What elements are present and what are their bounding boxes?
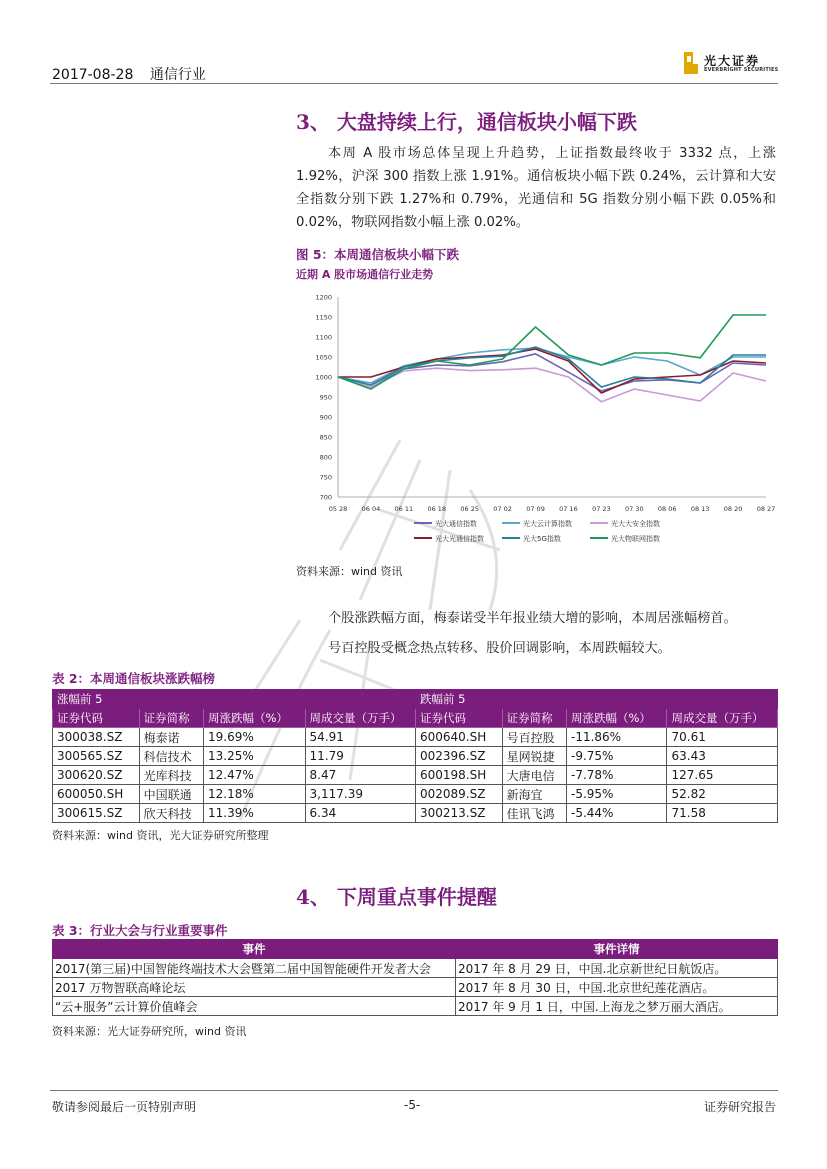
- table-cell: 127.65: [667, 766, 778, 785]
- footer-report-type: 证券研究报告: [704, 1100, 777, 1114]
- table-cell: 12.47%: [204, 766, 306, 785]
- table-cell: -5.44%: [566, 804, 667, 823]
- event-name: 2017(第三届)中国智能终端技术大会暨第二届中国智能硬件开发者大会: [53, 959, 456, 978]
- stock-note-1: 个股涨跌幅方面，梅泰诺受半年报业绩大增的影响，本周居涨幅榜首。: [328, 611, 737, 626]
- x-tick-label: 06 18: [427, 505, 447, 513]
- table-cell: 300565.SZ: [53, 747, 140, 766]
- figure-5-source: 资料来源：wind 资讯: [296, 565, 403, 578]
- table-cell: -5.95%: [566, 785, 667, 804]
- table-cell: 大唐电信: [502, 766, 566, 785]
- table-cell: 300213.SZ: [415, 804, 502, 823]
- y-tick-label: 850: [319, 433, 332, 442]
- col-header: 周成交量（万手）: [667, 709, 778, 728]
- x-tick-label: 07 23: [592, 505, 611, 513]
- table-cell: 54.91: [305, 728, 415, 747]
- x-tick-label: 08 13: [690, 505, 710, 513]
- event-name: 2017 万物智联高峰论坛: [53, 978, 456, 997]
- col-header-detail: 事件详情: [456, 940, 778, 959]
- x-tick-label: 08 20: [723, 505, 743, 513]
- col-header: 周涨跌幅（%）: [566, 709, 667, 728]
- table-cell: 8.47: [305, 766, 415, 785]
- col-header: 证券简称: [139, 709, 203, 728]
- gainers-losers-table: [52, 689, 778, 823]
- col-header: 周成交量（万手）: [305, 709, 415, 728]
- y-tick-label: 1100: [315, 333, 332, 342]
- table-row: [53, 997, 778, 1016]
- footer-disclaimer: 敬请参阅最后一页特别声明: [52, 1100, 197, 1114]
- table-cell: 中国联通: [139, 785, 203, 804]
- table-cell: 71.58: [667, 804, 778, 823]
- table-cell: 600640.SH: [415, 728, 502, 747]
- table-cell: 63.43: [667, 747, 778, 766]
- legend-label: 光大通信指数: [435, 520, 477, 528]
- y-tick-label: 1150: [315, 313, 332, 322]
- table-2-source: 资料来源：wind 资讯，光大证券研究所整理: [52, 829, 269, 842]
- header-info: [52, 64, 218, 84]
- table-cell: 300038.SZ: [53, 728, 140, 747]
- y-tick-label: 750: [319, 473, 332, 482]
- legend-label: 光大光通信指数: [435, 535, 484, 543]
- x-tick-label: 07 09: [526, 505, 545, 513]
- table-3-title: 表 3：行业大会与行业重要事件: [52, 923, 228, 938]
- group-gainers: 涨幅前 5: [53, 690, 416, 709]
- x-tick-label: 07 16: [559, 505, 578, 513]
- table-cell: 6.34: [305, 804, 415, 823]
- x-tick-label: 07 02: [493, 505, 512, 513]
- y-tick-label: 1200: [315, 293, 332, 302]
- table-cell: 002396.SZ: [415, 747, 502, 766]
- legend-label: 光大云计算指数: [523, 520, 572, 528]
- logo-cn-text: 光大证券: [704, 54, 761, 68]
- table-cell: 002089.SZ: [415, 785, 502, 804]
- x-tick-label: 08 06: [657, 505, 677, 513]
- table-cell: 光库科技: [139, 766, 203, 785]
- y-tick-label: 900: [319, 413, 332, 422]
- legend-label: 光大5G指数: [523, 535, 561, 543]
- table-cell: 11.79: [305, 747, 415, 766]
- page-number: -5-: [404, 1098, 421, 1112]
- table-row: [53, 959, 778, 978]
- x-tick-label: 06 11: [394, 505, 414, 513]
- table-2-title: 表 2：本周通信板块涨跌幅榜: [52, 671, 216, 686]
- table-row: [53, 804, 778, 823]
- table-row: [53, 978, 778, 997]
- table-cell: 佳讯飞鸿: [502, 804, 566, 823]
- table-3-source: 资料来源：光大证券研究所，wind 资讯: [52, 1025, 247, 1038]
- logo-en-text: EVERBRIGHT SECURITIES: [704, 67, 779, 73]
- y-tick-label: 700: [319, 493, 332, 502]
- table-cell: -9.75%: [566, 747, 667, 766]
- header-divider: [50, 83, 778, 84]
- section-3-title: 3、 大盘持续上行，通信板块小幅下跌: [296, 110, 637, 134]
- legend-label: 光大大安全指数: [611, 520, 660, 528]
- legend-label: 光大物联网指数: [611, 535, 660, 543]
- table-cell: 70.61: [667, 728, 778, 747]
- series-line: [338, 347, 766, 387]
- logo-icon: [684, 52, 698, 74]
- event-detail: 2017 年 8 月 29 日，中国.北京新世纪日航饭店。: [456, 959, 778, 978]
- col-header: 证券代码: [53, 709, 140, 728]
- table-cell: 梅泰诺: [139, 728, 203, 747]
- col-header-event: 事件: [53, 940, 456, 959]
- table-cell: 3,117.39: [305, 785, 415, 804]
- table-cell: 新海宜: [502, 785, 566, 804]
- table-cell: 300620.SZ: [53, 766, 140, 785]
- x-tick-label: 06 04: [361, 505, 381, 513]
- x-tick-label: 07 30: [625, 505, 644, 513]
- table-cell: 52.82: [667, 785, 778, 804]
- table-cell: 星网锐捷: [502, 747, 566, 766]
- group-losers: 跌幅前 5: [415, 690, 777, 709]
- table-cell: 欣天科技: [139, 804, 203, 823]
- footer-divider: [50, 1090, 778, 1091]
- figure-5-title: 图 5：本周通信板块小幅下跌: [296, 247, 460, 262]
- col-header: 周涨跌幅（%）: [204, 709, 306, 728]
- col-header: 证券代码: [415, 709, 502, 728]
- y-tick-label: 1050: [315, 353, 332, 362]
- col-header: 证券简称: [502, 709, 566, 728]
- x-tick-label: 08 27: [756, 505, 776, 513]
- table-cell: 科信技术: [139, 747, 203, 766]
- table-cell: 300615.SZ: [53, 804, 140, 823]
- table-cell: 600198.SH: [415, 766, 502, 785]
- event-detail: 2017 年 9 月 1 日，中国.上海龙之梦万丽大酒店。: [456, 997, 778, 1016]
- event-detail: 2017 年 8 月 30 日，中国.北京世纪莲花酒店。: [456, 978, 778, 997]
- x-tick-label: 05 28: [328, 505, 348, 513]
- events-table: [52, 939, 778, 1016]
- y-tick-label: 800: [319, 453, 332, 462]
- table-cell: 11.39%: [204, 804, 306, 823]
- table-row: [53, 785, 778, 804]
- figure-5-subtitle: 近期 A 股市场通信行业走势: [296, 268, 434, 281]
- table-row: [53, 728, 778, 747]
- table-cell: 600050.SH: [53, 785, 140, 804]
- section-3-paragraph: 本周 A 股市场总体呈现上升趋势，上证指数最终收于 3332 点，上涨 1.92%，沪深 300 指数上涨 1.91%。通信板块小幅下跌 0.24%，云计算和大安全指数分别下跌 1.27%和 0.79%，光通信和 5G 指数分别小幅下跌 0.05%和 0.02%，物联网指数小幅上涨 0.02%。: [296, 146, 776, 230]
- table-cell: -11.86%: [566, 728, 667, 747]
- line-chart: [296, 285, 778, 553]
- industry-label: 通信行业: [149, 67, 206, 83]
- section-4-title: 4、 下周重点事件提醒: [296, 885, 497, 909]
- report-date: 2017-08-28: [52, 67, 134, 83]
- table-cell: 号百控股: [502, 728, 566, 747]
- table-cell: -7.78%: [566, 766, 667, 785]
- table-cell: 12.18%: [204, 785, 306, 804]
- table-row: [53, 747, 778, 766]
- table-cell: 13.25%: [204, 747, 306, 766]
- x-tick-label: 06 25: [460, 505, 479, 513]
- y-tick-label: 950: [319, 393, 332, 402]
- table-cell: 19.69%: [204, 728, 306, 747]
- stock-note-2: 号百控股受概念热点转移、股价回调影响，本周跌幅较大。: [328, 641, 671, 656]
- y-tick-label: 1000: [315, 373, 332, 382]
- company-logo: [684, 52, 780, 78]
- event-name: “云+服务”云计算价值峰会: [53, 997, 456, 1016]
- table-row: [53, 766, 778, 785]
